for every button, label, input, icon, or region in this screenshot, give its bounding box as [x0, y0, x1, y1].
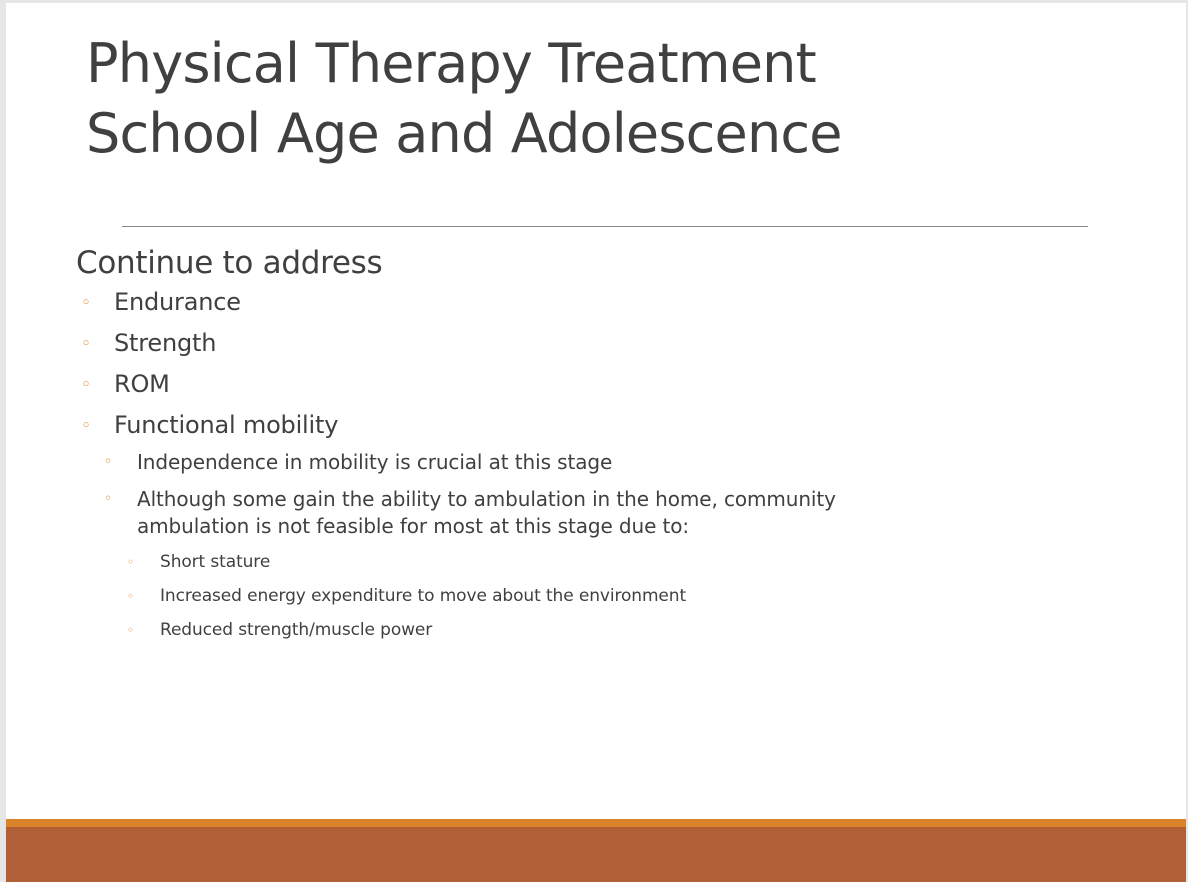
- sub-sub-list-item: [122, 550, 897, 574]
- slide-title: [86, 29, 842, 169]
- sub-sub-bullet-list: [122, 550, 897, 642]
- list-item-text: Strength: [114, 329, 217, 357]
- footer-accent-stripe: [6, 819, 1186, 827]
- list-item: [76, 328, 1116, 359]
- slide: [6, 3, 1186, 882]
- footer-band: [6, 827, 1186, 882]
- list-item: [76, 410, 1116, 642]
- sub-sub-list-item-text: Short stature: [160, 552, 271, 572]
- sub-list-item: [99, 486, 897, 642]
- sub-sub-list-item: [122, 584, 897, 608]
- bullet-icon: ◦: [104, 491, 113, 507]
- bullet-icon: ◦: [81, 293, 91, 313]
- sub-sub-list-item-text: Reduced strength/muscle power: [160, 620, 433, 640]
- title-divider: [122, 226, 1088, 227]
- bullet-icon: ◦: [127, 623, 134, 637]
- bullet-icon: ◦: [127, 589, 134, 603]
- sub-sub-list-item-text: Increased energy expenditure to move about the environment: [160, 586, 687, 606]
- bullet-icon: ◦: [127, 555, 134, 569]
- bullet-icon: ◦: [81, 334, 91, 354]
- list-item: [76, 287, 1116, 318]
- section-heading: Continue to address: [76, 245, 383, 281]
- bullet-icon: ◦: [81, 416, 91, 436]
- slide-title-line-2: School Age and Adolescence: [86, 102, 842, 165]
- bullet-icon: ◦: [104, 454, 113, 470]
- sub-list-item-text: Independence in mobility is crucial at this stage: [137, 450, 613, 474]
- sub-list-item: [99, 449, 897, 476]
- list-item-text: Functional mobility: [114, 411, 339, 439]
- list-item-text: ROM: [114, 370, 170, 398]
- sub-list-item-text: Although some gain the ability to ambulation in the home, community ambulation is not feasible for most at this stage due to:: [137, 487, 836, 538]
- list-item-text: Endurance: [114, 288, 241, 316]
- bullet-list: [76, 287, 1116, 642]
- list-item: [76, 369, 1116, 400]
- slide-body: [76, 243, 1116, 652]
- sub-bullet-list: [99, 449, 1116, 642]
- sub-sub-list-item: [122, 618, 897, 642]
- slide-title-line-1: Physical Therapy Treatment: [86, 32, 816, 95]
- bullet-icon: ◦: [81, 375, 91, 395]
